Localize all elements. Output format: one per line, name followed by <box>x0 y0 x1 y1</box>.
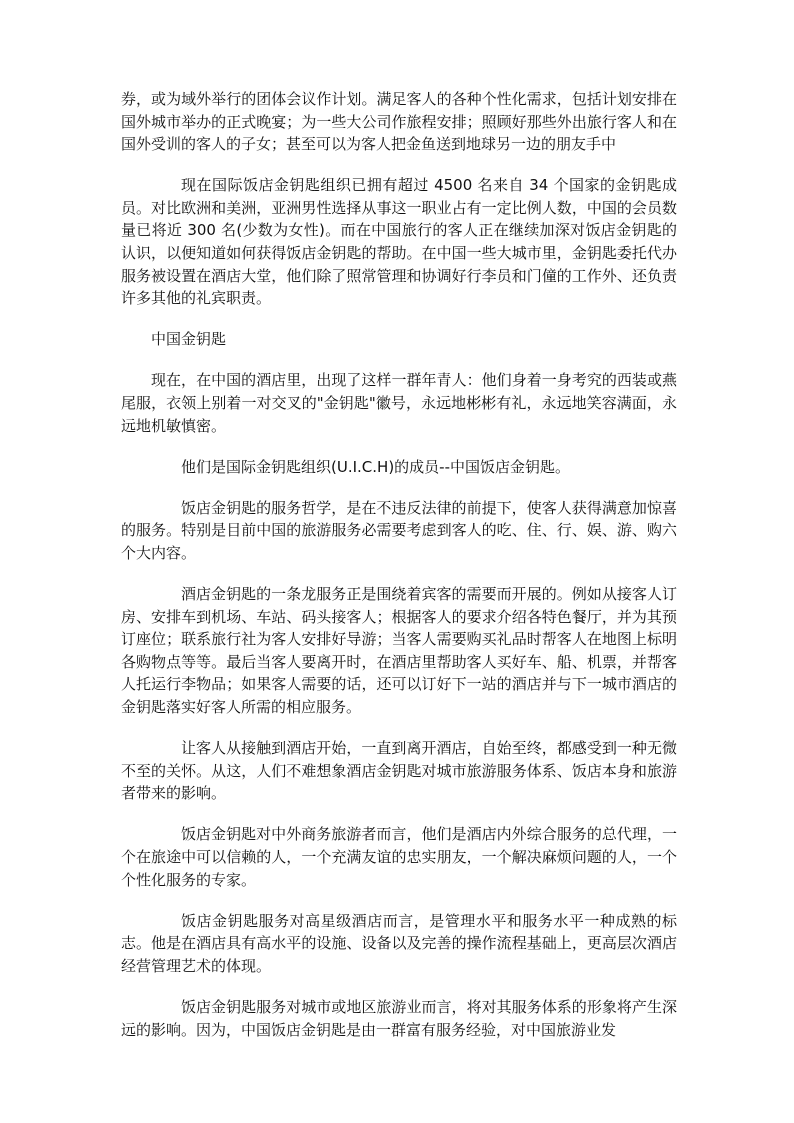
paragraph-continuation: 券，或为域外举行的团体会议作计划。满足客人的各种个性化需求，包括计划安排在国外城市举办的正式晚宴；为一些大公司作旅程安排；照顾好那些外出旅行客人和在国外受训的客人的子女；甚至可以为客人把金鱼送到地球另一边的朋友手中 <box>121 90 677 154</box>
paragraph-general-agent: 饭店金钥匙对中外商务旅游者而言，他们是酒店内外综合服务的总代理，一个在旅途中可以信赖的人，一个充满友谊的忠实朋友，一个解决麻烦问题的人，一个个性化服务的专家。 <box>121 825 677 889</box>
paragraph-young-people: 现在，在中国的酒店里，出现了这样一群年青人：他们身着一身考究的西装或燕尾服，衣领上别着一对交叉的"金钥匙"徽号，永远地彬彬有礼，永远地笑容满面，永远地机敏慎密。 <box>121 371 677 435</box>
document-page <box>121 88 677 1060</box>
paragraph-star-hotel: 饭店金钥匙服务对高星级酒店而言，是管理水平和服务水平一种成熟的标志。他是在酒店具有高水平的设施、设备以及完善的操作流程基础上，更高层次酒店经营管理艺术的体现。 <box>121 911 677 975</box>
paragraph-membership: 现在国际饭店金钥匙组织已拥有超过 4500 名来自 34 个国家的金钥匙成员。对比欧洲和美洲，亚洲男性选择从事这一职业占有一定比例人数，中国的会员数量已将近 300 名(少数为女性)。而在中国旅行的客人正在继续加深对饭店金钥匙的认识，以便知道如何获得饭店金钥匙的帮助。在中国一些大城市里，金钥匙委托代办服务被设置在酒店大堂，他们除了照常管理和协调好行李员和门僮的工作外、还负责许多其他的礼宾职责。 <box>121 176 677 308</box>
paragraph-members-uich: 他们是国际金钥匙组织(U.I.C.H)的成员--中国饭店金钥匙。 <box>181 457 570 476</box>
section-heading-china-golden-keys: 中国金钥匙 <box>151 330 227 349</box>
paragraph-one-stop-service: 酒店金钥匙的一条龙服务正是围绕着宾客的需要而开展的。例如从接客人订房、安排车到机场、车站、码头接客人；根据客人的要求介绍各特色餐厅，并为其预订座位；联系旅行社为客人安排好导游；当客人需要购买礼品时帮客人在地图上标明各购物点等等。最后当客人要离开时，在酒店里帮助客人买好车、船、机票，并帮客人托运行李物品；如果客人需要的话，还可以订好下一站的酒店并与下一城市酒店的金钥匙落实好客人所需的相应服务。 <box>121 585 677 717</box>
paragraph-care: 让客人从接触到酒店开始，一直到离开酒店，自始至终，都感受到一种无微不至的关怀。从这，人们不难想象酒店金钥匙对城市旅游服务体系、饭店本身和旅游者带来的影响。 <box>121 739 677 803</box>
paragraph-philosophy: 饭店金钥匙的服务哲学，是在不违反法律的前提下，使客人获得满意加惊喜的服务。特别是目前中国的旅游服务必需要考虑到客人的吃、住、行、娱、游、购六个大内容。 <box>121 498 677 562</box>
paragraph-city-tourism: 饭店金钥匙服务对城市或地区旅游业而言，将对其服务体系的形象将产生深远的影响。因为，中国饭店金钥匙是由一群富有服务经验，对中国旅游业发 <box>121 998 677 1039</box>
